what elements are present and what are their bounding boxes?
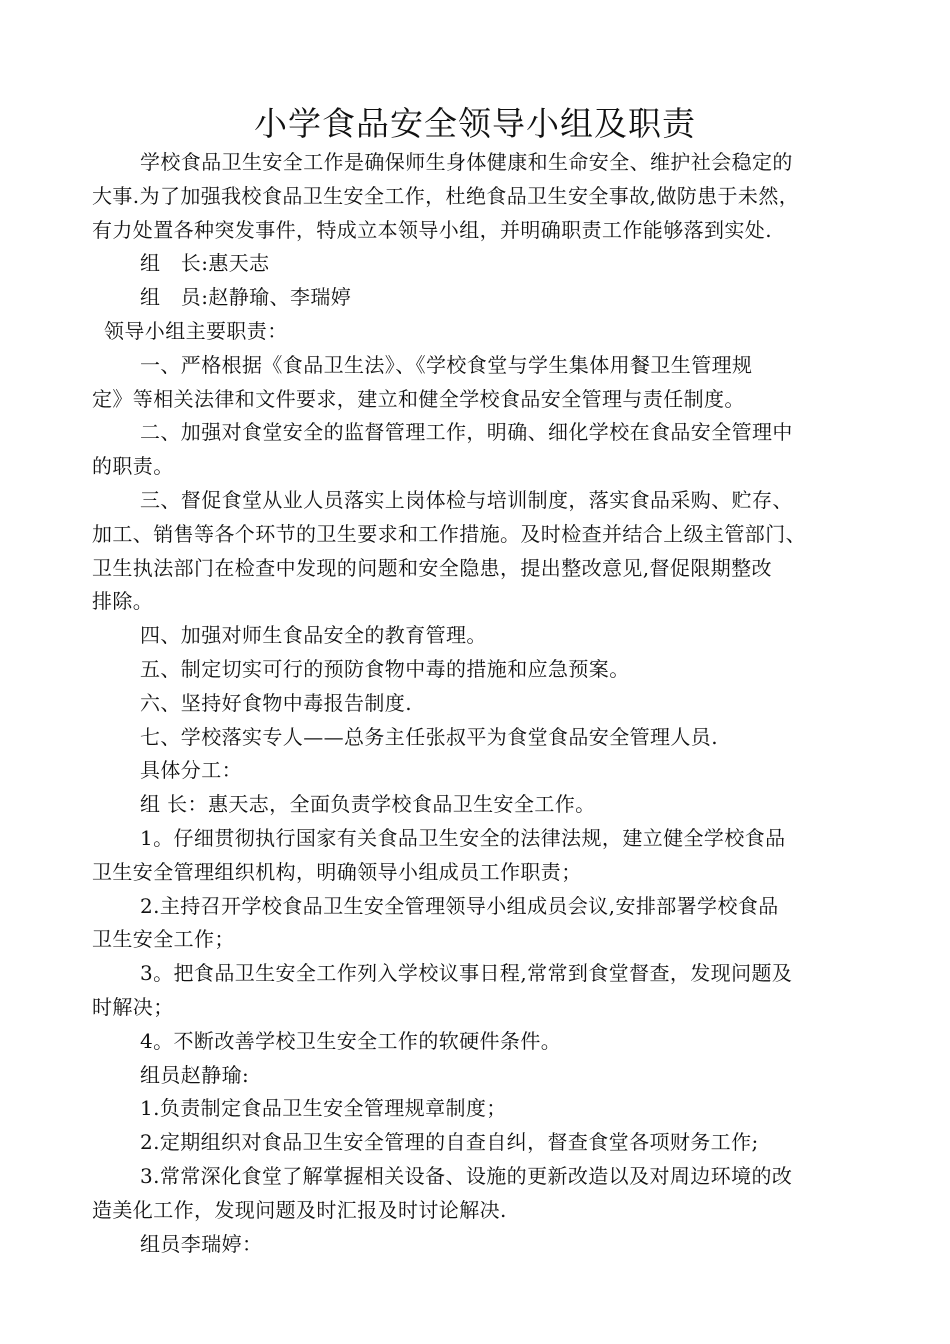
paragraph xyxy=(92,247,872,281)
text-line: 具体分工： xyxy=(140,758,242,783)
paragraph xyxy=(92,687,872,721)
text-line: 学校食品卫生安全工作是确保师生身体健康和生命安全、维护社会稳定的 xyxy=(140,150,793,174)
paragraph xyxy=(92,788,872,822)
page-title: 小学食品安全领导小组及职责 xyxy=(254,104,696,143)
text-line: 1。仔细贯彻执行国家有关食品卫生安全的法律法规，建立健全学校食品 xyxy=(140,825,786,850)
paragraph xyxy=(92,315,872,349)
paragraph xyxy=(92,653,872,687)
paragraph xyxy=(92,281,872,315)
paragraph xyxy=(92,1228,872,1262)
text-line: 组 员:赵静瑜、李瑞婷 xyxy=(140,285,352,310)
paragraph xyxy=(92,619,872,653)
paragraph xyxy=(92,146,872,247)
text-line: 大事.为了加强我校食品卫生安全工作，杜绝食品卫生安全事故,做防患于未然， xyxy=(92,183,800,208)
text-line: 4。不断改善学校卫生安全工作的软硬件条件。 xyxy=(140,1028,562,1053)
text-line: 2.定期组织对食品卫生安全管理的自查自纠，督查食堂各项财务工作; xyxy=(140,1130,759,1155)
text-line: 一、严格根据《食品卫生法》、《学校食堂与学生集体用餐卫生管理规 xyxy=(140,352,753,377)
text-line: 1.负责制定食品卫生安全管理规章制度； xyxy=(140,1096,507,1121)
text-line: 二、加强对食堂安全的监督管理工作，明确、细化学校在食品安全管理中 xyxy=(140,420,793,445)
paragraph xyxy=(92,721,872,755)
paragraph xyxy=(92,890,872,958)
text-line: 造美化工作，发现问题及时汇报及时讨论解决. xyxy=(92,1197,507,1222)
paragraph xyxy=(92,416,872,484)
paragraph xyxy=(92,1025,872,1059)
paragraph xyxy=(92,1126,872,1160)
text-line: 3。把食品卫生安全工作列入学校议事日程,常常到食堂督查，发现问题及 xyxy=(140,961,793,986)
text-line: 卫生执法部门在检查中发现的问题和安全隐患，提出整改意见,督促限期整改 xyxy=(92,555,772,580)
paragraph xyxy=(92,1059,872,1093)
text-line: 七、学校落实专人——总务主任张叔平为食堂食品安全管理人员. xyxy=(140,724,718,749)
text-line: 组员赵静瑜: xyxy=(140,1062,250,1087)
text-line: 五、制定切实可行的预防食物中毒的措施和应急预案。 xyxy=(140,656,630,681)
text-line: 2.主持召开学校食品卫生安全管理领导小组成员会议,安排部署学校食品 xyxy=(140,893,779,918)
text-line: 定》等相关法律和文件要求，建立和健全学校食品安全管理与责任制度。 xyxy=(92,386,745,411)
text-line: 排除。 xyxy=(92,589,154,614)
text-line: 3.常常深化食堂了解掌握相关设备、设施的更新改造以及对周边环境的改 xyxy=(140,1163,793,1188)
text-line: 领导小组主要职责： xyxy=(104,318,288,343)
text-line: 四、加强对师生食品安全的教育管理。 xyxy=(140,623,487,648)
paragraph xyxy=(92,1160,872,1228)
text-line: 组 长：惠天志，全面负责学校食品卫生安全工作。 xyxy=(140,792,596,817)
paragraph xyxy=(92,1092,872,1126)
text-line: 三、督促食堂从业人员落实上岗体检与培训制度，落实食品采购、贮存、 xyxy=(140,487,793,512)
text-line: 的职责。 xyxy=(92,454,174,479)
text-line: 组 长:惠天志 xyxy=(140,251,270,276)
paragraph xyxy=(92,754,872,788)
paragraph xyxy=(92,484,872,619)
document-body xyxy=(92,146,872,1261)
text-line: 加工、销售等各个环节的卫生要求和工作措施。及时检查并结合上级主管部门、 xyxy=(92,521,806,546)
paragraph xyxy=(92,822,872,890)
text-line: 六、坚持好食物中毒报告制度. xyxy=(140,690,412,715)
paragraph xyxy=(92,957,872,1025)
text-line: 时解决； xyxy=(92,994,174,1019)
paragraph xyxy=(92,349,872,417)
text-line: 有力处置各种突发事件，特成立本领导小组，并明确职责工作能够落到实处. xyxy=(92,217,772,242)
text-line: 卫生安全管理组织机构，明确领导小组成员工作职责； xyxy=(92,859,582,884)
text-line: 组员李瑞婷： xyxy=(140,1231,263,1256)
text-line: 卫生安全工作； xyxy=(92,927,235,952)
